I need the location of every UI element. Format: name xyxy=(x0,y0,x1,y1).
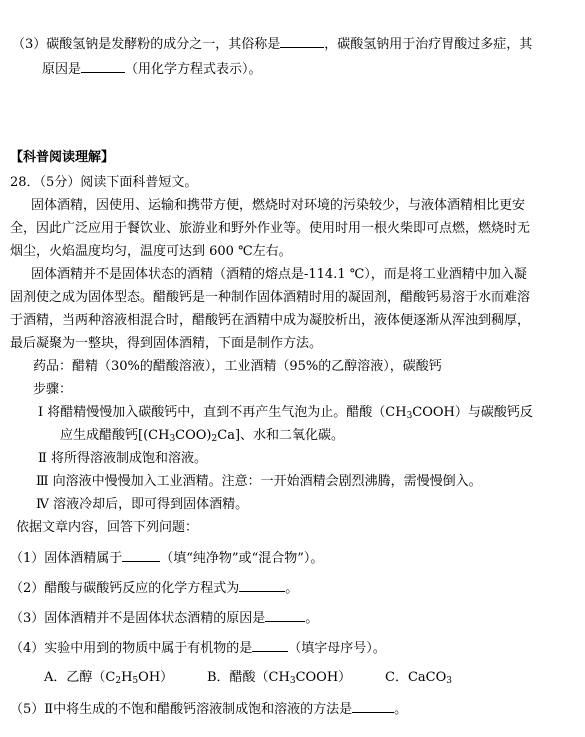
q28-intro: 依据文章内容，回答下列问题： xyxy=(16,520,199,535)
q28-p2-line-2: 固剂使之成为固体型态。醋酸钙是一种制作固体酒精时用的凝固剂，醋酸钙易溶于水而难溶 xyxy=(10,290,531,305)
q28-p1-line-3: 烟尘，火焰温度均匀，温度可达到 600 ℃左右。 xyxy=(10,244,292,259)
q3-answer-blank-1[interactable] xyxy=(280,35,324,48)
q28-sub-3-blank[interactable] xyxy=(265,609,305,622)
q28-sub-1-blank[interactable] xyxy=(122,549,160,562)
q28-option-c: C．CaCO$_3$ xyxy=(385,670,452,686)
q28-option-b: B．醋酸$(CH_3COOH)$ xyxy=(207,670,352,686)
q28-sub-3: （3）固体酒精并不是固体状态酒精的原因是 。 xyxy=(10,611,319,626)
q28-step-3: Ⅲ 向溶液中慢慢加入工业酒精。注意：一开始酒精会剧烈沸腾，需慢慢倒入。 xyxy=(36,474,482,489)
q28-header: 28．（5分）阅读下面科普短文。 xyxy=(10,175,198,190)
q28-step-1-line-1: Ⅰ 将醋精慢慢加入碳酸钙中，直到不再产生气泡为止。醋酸$(CH_3COOH)$与碳酸钙反 xyxy=(38,405,533,421)
q28-p2-line-3: 于酒精，当两种溶液相混合时，醋酸钙在酒精中成为凝胶析出，液体便逐渐从浑浊到稠厚， xyxy=(10,313,531,328)
q28-drugs: 药品：醋精（30%的醋酸溶液），工业酒精（95%的乙醇溶液），碳酸钙 xyxy=(33,359,442,374)
q28-sub-5-blank[interactable] xyxy=(352,700,394,713)
q3-line-2: 原因是 （用化学方程式表示）。 xyxy=(42,62,262,77)
q28-p2-line-1: 固体酒精并不是固体状态的酒精（酒精的熔点是-114.1 ℃），而是将工业酒精中加入凝 xyxy=(31,267,527,282)
q3-answer-blank-2[interactable] xyxy=(81,60,125,73)
q3-line-1: （3）碳酸氢钠是发酵粉的成分之一，其俗称是 ，碳酸氢钠用于治疗胃酸过多症，其 xyxy=(12,37,533,52)
q28-sub-2: （2）醋酸与碳酸钙反应的化学方程式为 。 xyxy=(10,581,299,596)
section-header: 【科普阅读理解】 xyxy=(10,150,115,165)
q28-step-1-line-2: 应生成醋酸钙$[(CH_3COO)_2Ca]$、水和二氧化碳。 xyxy=(60,428,345,444)
q28-sub-4: （4）实验中用到的物质中属于有机物的是 （填字母序号）。 xyxy=(10,641,386,656)
q28-step-2: Ⅱ 将所得溶液制成饱和溶液。 xyxy=(38,451,207,466)
q28-sub-5: （5）Ⅱ中将生成的不饱和醋酸钙溶液制成饱和溶液的方法是 。 xyxy=(10,702,408,717)
q28-sub-1: （1）固体酒精属于 （填“纯净物”或“混合物”）。 xyxy=(10,551,324,566)
q28-sub-4-blank[interactable] xyxy=(252,639,288,652)
q28-p1-line-1: 固体酒精，因使用、运输和携带方便，燃烧时对环境的污染较少，与液体酒精相比更安 xyxy=(31,198,526,213)
q28-p1-line-2: 全，因此广泛应用于餐饮业、旅游业和野外作业等。使用时用一根火柴即可点燃，燃烧时无 xyxy=(10,221,531,236)
q28-p2-line-4: 最后凝聚为一整块，得到固体酒精，下面是制作方法。 xyxy=(10,336,323,351)
q28-sub-2-blank[interactable] xyxy=(239,579,285,592)
q28-option-a: A．乙醇$(C_2H_5OH)$ xyxy=(44,670,174,686)
q28-steps-label: 步骤： xyxy=(33,382,73,397)
q28-step-4: Ⅳ 溶液冷却后，即可得到固体酒精。 xyxy=(36,497,249,512)
